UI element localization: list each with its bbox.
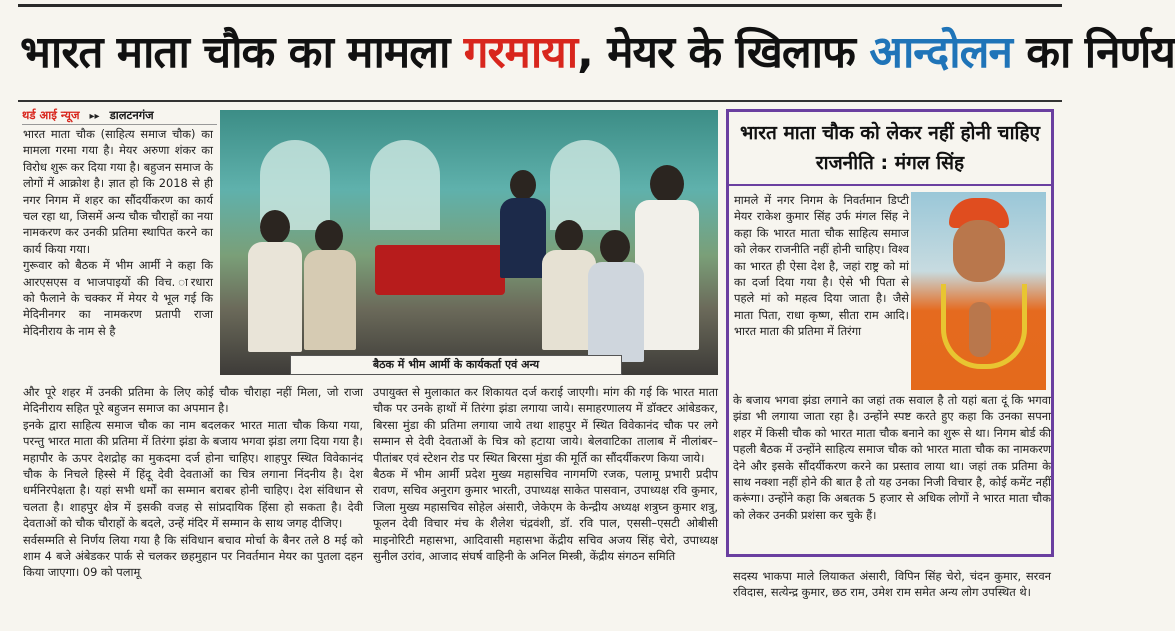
meeting-table — [375, 245, 505, 295]
sidebar-title-rule — [729, 184, 1051, 186]
news-source: थर्ड आई न्यूज — [22, 108, 80, 122]
dateline-place: डालटनगंज — [109, 108, 154, 122]
col1-paragraph-4: इनके द्वारा साहित्य समाज चौक का नाम बदलकर भारत माता चौक किया गया, परन्तु भारत माता की प्रतिमा में तिरंगा झंडा के बजाय भगवा झंडा लगा दिया गया है। महापौर के ऊपर देशद्रोह का मुकदमा दर्ज होना चाहिए। शाहपुर स्थित विवेकानंद चौक के निचले हिस्से में हिंदू देवी देवताओं का चित्र लगाना निंदनीय है। देश धर्मनिरपेक्षता है। यहां सभी धर्मों का सम्मान बराबर होनी चाहिए। देश संविधान से चलता है। शाहपुर क्षेत्र में इसकी वजह से सांप्रदायिक हिंसा हो सकता है। देवी देवताओं को चौक चौराहों के बदले, उन्हें मंदिर में सम्मान के साथ जगह दीजिए। — [23, 417, 363, 531]
person-head — [510, 170, 536, 200]
person-head — [315, 220, 343, 252]
person-head — [555, 220, 583, 252]
face — [953, 220, 1005, 282]
headline — [20, 18, 1175, 88]
col2-paragraph-1: उपायुक्त से मुलाकात कर शिकायत दर्ज कराई जाएगी। मांग की गई कि भारत माता चौक पर उनके हाथों में तिरंगा झंडा लगाया जाये। समाहरणालय में डॉक्टर आंबेडकर, बिरसा मुंडा की प्रतिमा लगाया जाये तथा शाहपुर में स्थित विवेकानंद चौक पर लगे सम्मान से देवी देवताओं के चित्र को हटाया जाये। बेलवाटिका तालाब में नीलांबर–पीतांबर एवं स्टेशन रोड पर स्थित बिरसा मुंडा की मूर्ति का सौंदर्यीकरण किया जाये। — [373, 385, 718, 465]
mangal-singh-portrait — [911, 192, 1046, 390]
headline-part-2: गरमाया — [463, 27, 578, 78]
col1-paragraph-2: गुरूवार को बैठक में भीम आर्मी ने कहा कि आरएसएस व भाजपाइयों की विच. ारधारा को फैलाने के चक्कर में मेयर ये भूल गई कि मेदिनीनगर का नामकरण प्रतापी राजा मेदिनीराय के नाम से है — [23, 258, 213, 338]
headline-part-5: का निर्णय — [1011, 27, 1175, 78]
arch-window — [550, 140, 620, 230]
arch-window — [370, 140, 440, 230]
arrow-icon: ▸▸ — [89, 111, 100, 122]
top-rule — [18, 4, 1062, 7]
column-2 — [373, 384, 718, 564]
sidebar-story-title: भारत माता चौक को लेकर नहीं होनी चाहिए राजनीति : मंगल सिंह — [739, 122, 1041, 174]
person-head — [260, 210, 290, 244]
column-1 — [23, 126, 213, 339]
headline-rule — [18, 100, 1062, 102]
person-body — [500, 198, 546, 278]
headline-part-4: आन्दोलन — [869, 27, 1012, 78]
meeting-photo — [220, 110, 718, 375]
person-body — [304, 250, 356, 350]
person-head — [650, 165, 684, 203]
col1-paragraph-5: सर्वसम्मति से निर्णय लिया गया है कि संविधान बचाव मोर्चा के बैनर तले 8 मई को शाम 4 बजे अंबेडकर पार्क से चलकर छहमुहान पर निवर्तमान मेयर का पुतला दहन किया जाएगा। 09 को पलामू — [23, 532, 363, 580]
headline-part-1: भारत माता चौक का मामला — [20, 27, 464, 78]
person-body — [588, 262, 644, 362]
person-head — [600, 230, 630, 264]
col1-paragraph-3: और पूरे शहर में उनकी प्रतिमा के लिए कोई चौक चौराहा नहीं मिला, जो राजा मेदिनीराय सहित पूरे बहुजन समाज का अपमान है। — [23, 385, 363, 416]
photo-caption: बैठक में भीम आर्मी के कार्यकर्ता एवं अन्य — [290, 355, 622, 375]
sidebar-story-text-full: के बजाय भगवा झंडा लगाने का जहां तक सवाल है तो यहां बता दूं कि भगवा झंडा भी लगाया जाता रहा है। उन्होंने स्पष्ट करते हुए कहा कि उनका सपना शहर में किसी चौक को भारत माता चौक बनाने का शुरू से था। निगम बोर्ड की पहली बैठक में उन्होंने साहित्य समाज चौक को भारत माता चौक का नामकरण देने और इसके सौंदर्यीकरण करने का प्रस्ताव लाया था। जहां तक प्रतिमा के साथ नक्शा नहीं होने की बात है तो यह उनका निजी विचार है, कोई कमेंट नहीं करूंगा। उन्होंने कहा कि अबतक 5 हजार से अधिक लोगों ने भारत माता चौक को लेकर उनकी प्रशंसा कर चुके हैं। — [733, 393, 1051, 522]
column-1-wide — [23, 384, 363, 581]
dateline — [22, 108, 217, 125]
column-3-bottom: सदस्य भाकपा माले लियाकत अंसारी, विपिन सिंह चेरो, चंदन कुमार, सरवन रविदास, सत्येन्द्र कुमार, छठ राम, उमेश राम समेत अन्य लोग उपस्थित थे। — [733, 569, 1051, 600]
person-body — [248, 242, 302, 352]
person-body — [635, 200, 699, 350]
col1-paragraph-1: भारत माता चौक (साहित्य समाज चौक) का मामला गरमा गया है। मेयर अरुणा शंकर का विरोध शुरू कर दिया गया है। बहुजन समाज के लोगों में आक्रोश है। ज्ञात हो कि 2018 से ही नगर निगम में शहर का सौंदर्यीकरण का कार्य चल रहा था, जिसमें अन्य चौक चौराहों का नया नामकरण कर उनकी प्रतिमा स्थापित करने का कार्य किया गया। — [23, 127, 213, 256]
headline-part-3: , मेयर के खिलाफ — [577, 27, 870, 78]
sidebar-story-text-narrow: मामले में नगर निगम के निवर्तमान डिप्टी मेयर राकेश कुमार सिंह उर्फ मंगल सिंह ने कहा कि भारत माता चौक साहित्य समाज को लेकर राजनीति नहीं होनी चाहिए। विश्व का भारत ही ऐसा देश है, जहां राष्ट्र को मां का दर्जा दिया गया है। ऐसे भी पिता से पहले मां को महत्व दिया जाता है। जैसे माता पिता, राधा कृष्ण, सीता राम आदि। भारत माता की प्रतिमा में तिरंगा — [734, 193, 909, 339]
col2-paragraph-2: बैठक में भीम आर्मी प्रदेश मुख्य महासचिव नागमणि रजक, पलामू प्रभारी प्रदीप रावण, सचिव अनुराग कुमार भारती, उपाध्यक्ष साकेत पासवान, उपाध्यक्ष रवि कुमार, जिला मुख्य महासचिव सोहेल अंसारी, जेकेएम के केन्द्रीय अध्यक्ष शत्रुघ्न कुमार शत्रु, फूलन देवी विचार मंच के शैलेश चंद्रवंशी, डॉ. रवि पाल, एससी–एसटी ओबीसी माइनोरिटी महासभा, आदिवासी महासभा केंद्रीय सचिव अजय सिंह चेरो, उपाध्यक्ष सुनील उरांव, आजाद संघर्ष वाहिनी के अनिल मिस्त्री, केंद्रीय संगठन समिति — [373, 467, 718, 564]
folded-hands — [969, 302, 991, 357]
